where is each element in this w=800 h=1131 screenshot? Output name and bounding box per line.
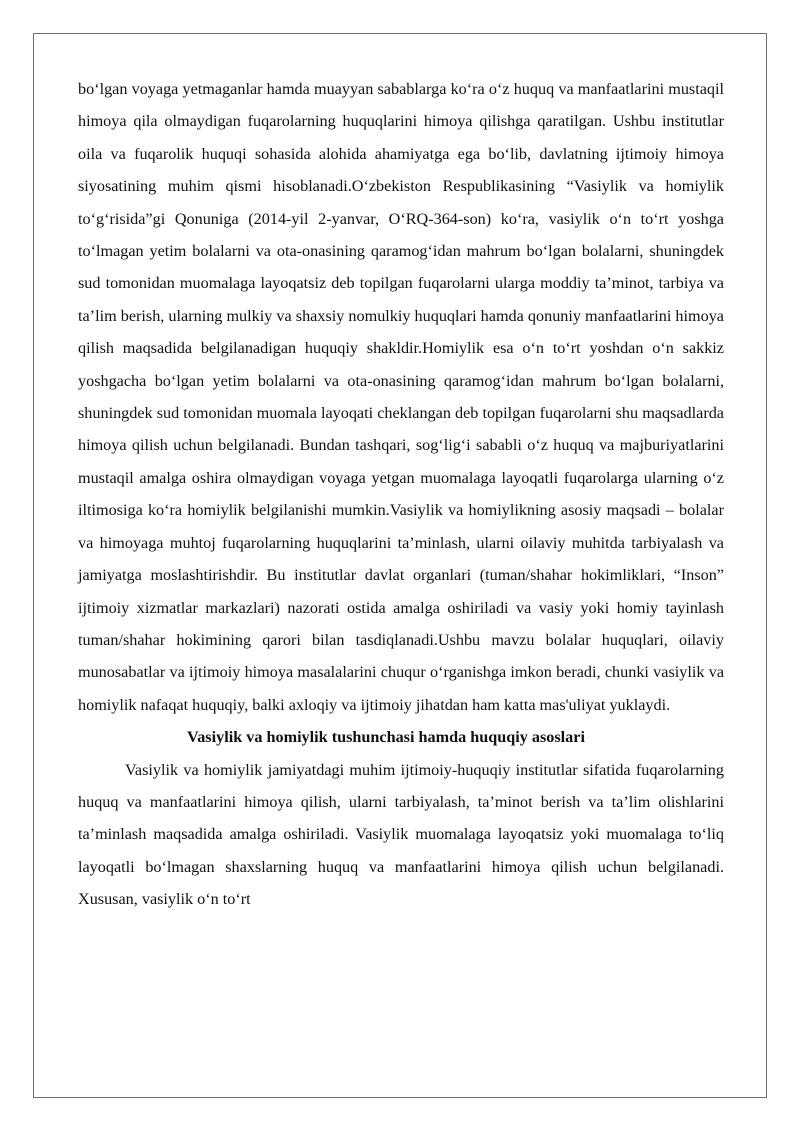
section-heading: Vasiylik va homiylik tushunchasi hamda huquqiy asoslari <box>187 728 585 747</box>
document-body <box>78 73 724 916</box>
body-paragraph-1: bo‘lgan voyaga yetmaganlar hamda muayyan sabablarga ko‘ra o‘z huquq va manfaatlarini mustaqil himoya qila olmaydigan fuqarolarning huquqlarini himoya qilishga qaratilgan. Ushbu institutlar oila va fuqarolik huquqi sohasida alohida ahamiyatga ega bo‘lib, davlatning ijtimoiy himoya siyosatining muhim qismi hisoblanadi.O‘zbekiston Respublikasining “Vasiylik va homiylik to‘g‘risida”gi Qonuniga (2014-yil 2-yanvar, O‘RQ-364-son) ko‘ra, vasiylik o‘n to‘rt yoshga to‘lmagan yetim bolalarni va ota-onasining qaramog‘idan mahrum bo‘lgan bolalarni, shuningdek sud tomonidan muomalaga layoqatsiz deb topilgan fuqarolarni ularga moddiy ta’minot, tarbiya va ta’lim berish, ularning mulkiy va shaxsiy nomulkiy huquqlari hamda qonuniy manfaatlarini himoya qilish maqsadida belgilanadigan huquqiy shakldir.Homiylik esa o‘n to‘rt yoshdan o‘n sakkiz yoshgacha bo‘lgan yetim bolalarni va ota-onasining qaramog‘idan mahrum bo‘lgan bolalarni, shuningdek sud tomonidan muomala layoqati cheklangan deb topilgan fuqarolarni shu maqsadlarda himoya qilish uchun belgilanadi. Bundan tashqari, sog‘lig‘i sababli o‘z huquq va majburiyatlarini mustaqil amalga oshira olmaydigan voyaga yetgan muomalaga layoqatli fuqarolarga ularning o‘z iltimosiga ko‘ra homiylik belgilanishi mumkin.Vasiylik va homiylikning asosiy maqsadi – bolalar va himoyaga muhtoj fuqarolarning huquqlarini ta’minlash, ularni oilaviy muhitda tarbiyalash va jamiyatga moslashtirishdir. Bu institutlar davlat organlari (tuman/shahar hokimliklari, “Inson” ijtimoiy xizmatlar markazlari) nazorati ostida amalga oshiriladi va vasiy yoki homiy tayinlash tuman/shahar hokimining qarori bilan tasdiqlanadi.Ushbu mavzu bolalar huquqlari, oilaviy munosabatlar va ijtimoiy himoya masalalarini chuqur o‘rganishga imkon beradi, chunki vasiylik va homiylik nafaqat huquqiy, balki axloqiy va ijtimoiy jihatdan ham katta mas'uliyat yuklaydi. <box>78 80 724 714</box>
body-paragraph-2: Vasiylik va homiylik jamiyatdagi muhim ijtimoiy-huquqiy institutlar sifatida fuqarolarning huquq va manfaatlarini himoya qilish, ularni tarbiyalash, ta’minot berish va ta’lim olishlarini ta’minlash maqsadida amalga oshiriladi. Vasiylik muomalaga layoqatsiz yoki muomalaga to‘liq layoqatli bo‘lmagan shaxslarning huquq va manfaatlarini himoya qilish uchun belgilanadi. Xususan, vasiylik o‘n to‘rt <box>78 760 724 909</box>
